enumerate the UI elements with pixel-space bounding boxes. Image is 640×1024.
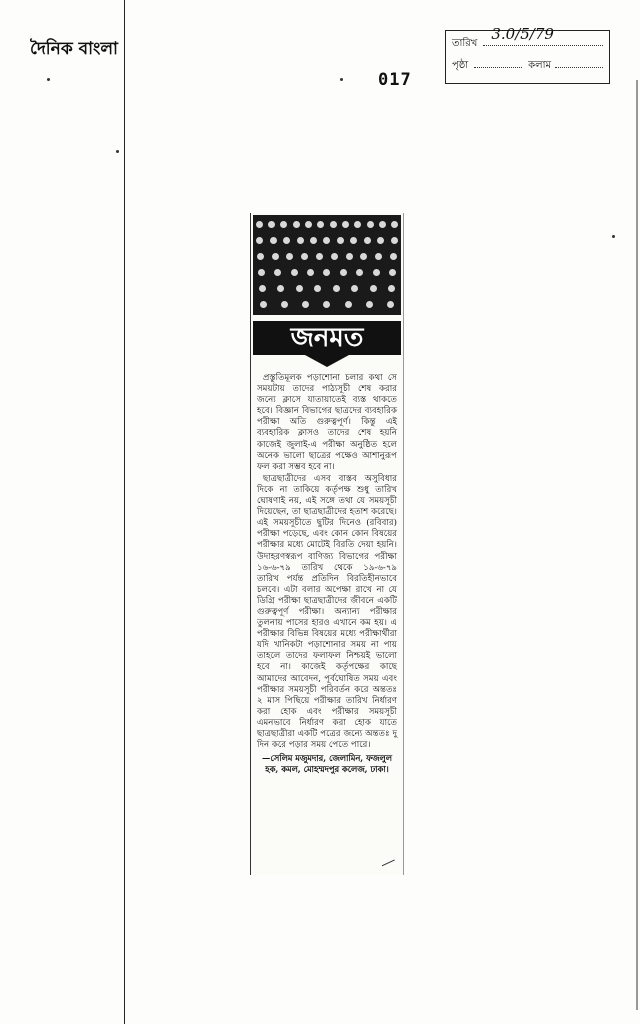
scan-speck	[47, 78, 50, 81]
stamp-date-value: 3.0/5/79	[491, 25, 554, 43]
article-paragraph: ছাত্রছাত্রীদের এসব বাস্তব অসুবিধার দিকে না তাকিয়ে কর্তৃপক্ষ শুধু তারিখ ঘোষণাই নয়, এই সঙ্গে তথা যে সময়সূচী দিয়েছেন, তা ছাত্রছাত্রীদের হতাশ করেছে। এই সময়সূচীতে ছুটির দিনেও (রবিবার) পরীক্ষা পড়েছে, এবং কোন কোন বিষয়ের পরীক্ষার মধ্যে মোটেই বিরতি দেয়া হয়নি। উদাহরণস্বরূপ বাণিজ্য বিভাগের পরীক্ষা ১৬-৬-৭৯ তারিখ থেকে ১৯-৬-৭৯ তারিখ পর্যন্ত প্রতিদিন বিরতিহীনভাবে চলবে। এটা বলার অপেক্ষা রাখে না যে ডিগ্রি পরীক্ষা ছাত্রছাত্রীদের জীবনে একটি গুরুত্বপূর্ণ পরীক্ষা। অন্যান্য পরীক্ষার তুলনায় পাসের হারও এখানে কম হয়। এ পরীক্ষার বিভিন্ন বিষয়ের মধ্যে পরীক্ষার্থীরা যদি খানিকটা পড়াশোনার সময় না পায় তাহলে তাদের ফলাফল নিশ্চয়ই ভালো হবে না। কাজেই কর্তৃপক্ষের কাছে আমাদের আবেদন, পূর্বঘোষিত সময় এবং পরীক্ষার সময়সূচী পরিবর্তন করে অন্ততঃ ২ মাস পিছিয়ে পরীক্ষার তারিখ নির্ধারণ করা হোক এবং পরীক্ষার সময়সূচী এমনভাবে নির্ধারণ করা হোক যাতে ছাত্রছাত্রীরা একটি পত্রের জন্যে অন্ততঃ দু দিন করে পড়ার সময় পেতে পারে।	[257, 473, 397, 751]
article-paragraph: প্রস্তুতিমূলক পড়াশোনা চলার কথা সে সময়টায় তাদের পাঠ্যসূচী শেষ করার জন্যে ক্লাসে যাতায়াতেই ব্যস্ত থাকতে হবে। বিজ্ঞান বিভাগের ছাত্রদের ব্যবহারিক পরীক্ষা অতি গুরুত্বপূর্ণ। কিন্তু এই ব্যবহারিক ক্লাসও তাদের শেষ হয়নি কাজেই জুলাই-এ পরীক্ষা অনুষ্ঠিত হলে অনেক ভালো ছাত্রের পক্ষেও আশানুরূপ ফল করা সম্ভব হবে না।	[257, 373, 397, 472]
page-edge-shadow	[636, 80, 638, 1010]
stamp-page-row	[452, 57, 603, 79]
stamp-date-line	[483, 25, 603, 46]
crowd-photo	[253, 215, 401, 315]
article-body	[251, 367, 403, 774]
banner-arrow	[305, 355, 349, 367]
scan-speck	[612, 235, 615, 238]
stamp-page-label: পৃষ্ঠা	[452, 60, 469, 71]
torn-corner-mark	[382, 859, 398, 873]
newspaper-clipping	[250, 213, 404, 875]
scan-speck	[340, 78, 343, 81]
column-title-banner	[253, 321, 401, 355]
date-stamp	[445, 25, 610, 84]
article-signature: —সেলিম মজুমদার, জেলামিন, ফজলুল হক, কমল, মোহম্মদপুর কলেজ, ঢাকা।	[262, 753, 392, 774]
stamp-date-row	[452, 25, 603, 57]
margin-line	[124, 0, 125, 1024]
scan-speck	[116, 150, 119, 153]
stamp-column-label: কলাম	[528, 60, 552, 71]
newspaper-name: দৈনিক বাংলা	[30, 39, 118, 59]
stamp-column-line	[555, 57, 603, 68]
stamp-page-line	[474, 57, 522, 68]
stamp-date-label: তারিখ	[452, 38, 478, 49]
column-title: জনমত	[290, 323, 364, 353]
page-number: 017	[378, 70, 412, 90]
